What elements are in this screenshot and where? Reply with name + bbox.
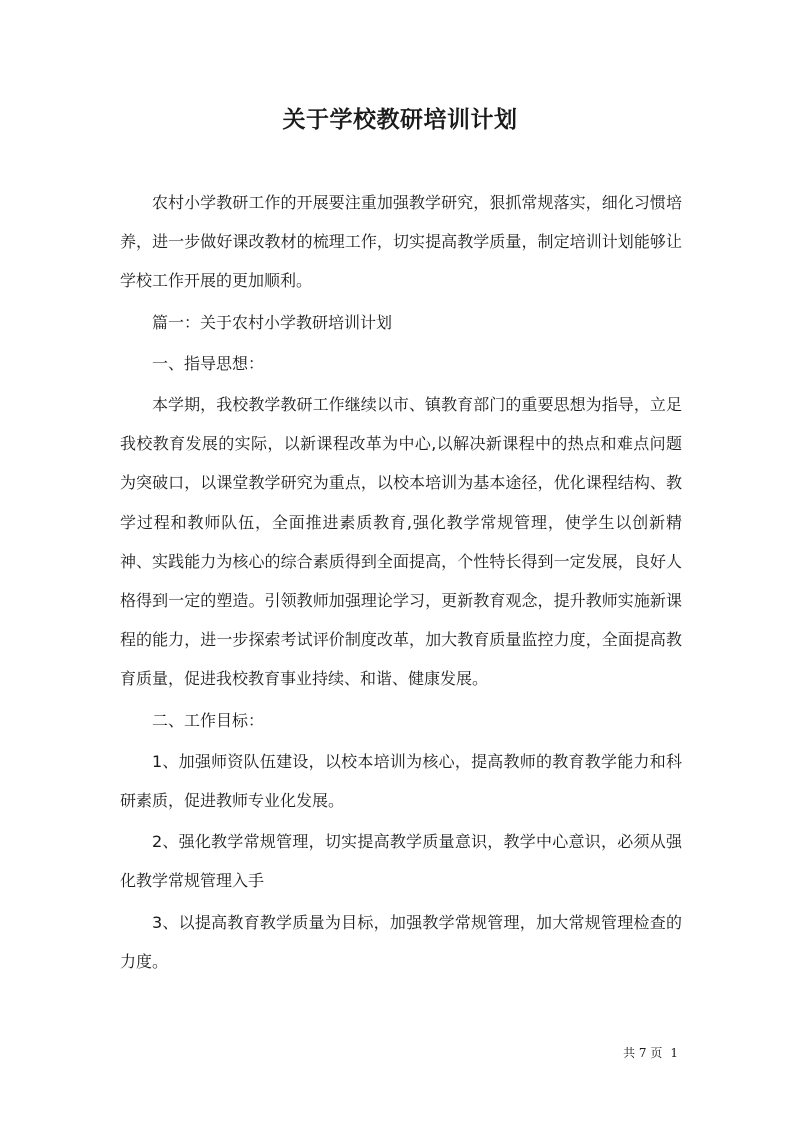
section-heading-part-one: 篇一：关于农村小学教研培训计划 — [152, 312, 393, 332]
document-title: 关于学校教研培训计划 — [282, 107, 518, 133]
document-body — [120, 183, 682, 983]
intro-paragraph: 农村小学教研工作的开展要注重加强教学研究，狠抓常规落实，细化习惯培养，进一步做好课改教材的梳理工作，切实提高教学质量，制定培训计划能够让学校工作开展的更加顺利。 — [120, 193, 682, 291]
goal-item-3: 3、以提高教育教学质量为目标，加强教学常规管理，加大常规管理检查的力度。 — [120, 912, 682, 971]
section-heading-work-goals: 二、工作目标： — [152, 710, 265, 730]
goal-item-2: 2、强化教学常规管理，切实提高教学质量意识，教学中心意识，必须从强化教学常规管理入手 — [120, 832, 682, 891]
page-footer — [623, 1044, 678, 1062]
total-pages-label: 共 7 页 — [623, 1046, 663, 1060]
section-heading-guiding-thought: 一、指导思想： — [152, 353, 265, 373]
current-page-number: 1 — [670, 1046, 678, 1060]
guiding-thought-paragraph: 本学期，我校教学教研工作继续以市、镇教育部门的重要思想为指导，立足我校教育发展的实际，以新课程改革为中心,以解决新课程中的热点和难点问题为突破口，以课堂教学研究为重点，以校本培训为基本途径，优化课程结构、教学过程和教师队伍，全面推进素质教育,强化教学常规管理，使学生以创新精神、实践能力为核心的综合素质得到全面提高，个性特长得到一定发展，良好人格得到一定的塑造。引领教师加强理论学习，更新教育观念，提升教师实施新课程的能力，进一步探索考试评价制度改革，加大教育质量监控力度，全面提高教育质量，促进我校教育事业持续、和谐、健康发展。 — [120, 395, 682, 689]
goal-item-1: 1、加强师资队伍建设，以校本培训为核心，提高教师的教育教学能力和科研素质，促进教师专业化发展。 — [120, 751, 682, 811]
